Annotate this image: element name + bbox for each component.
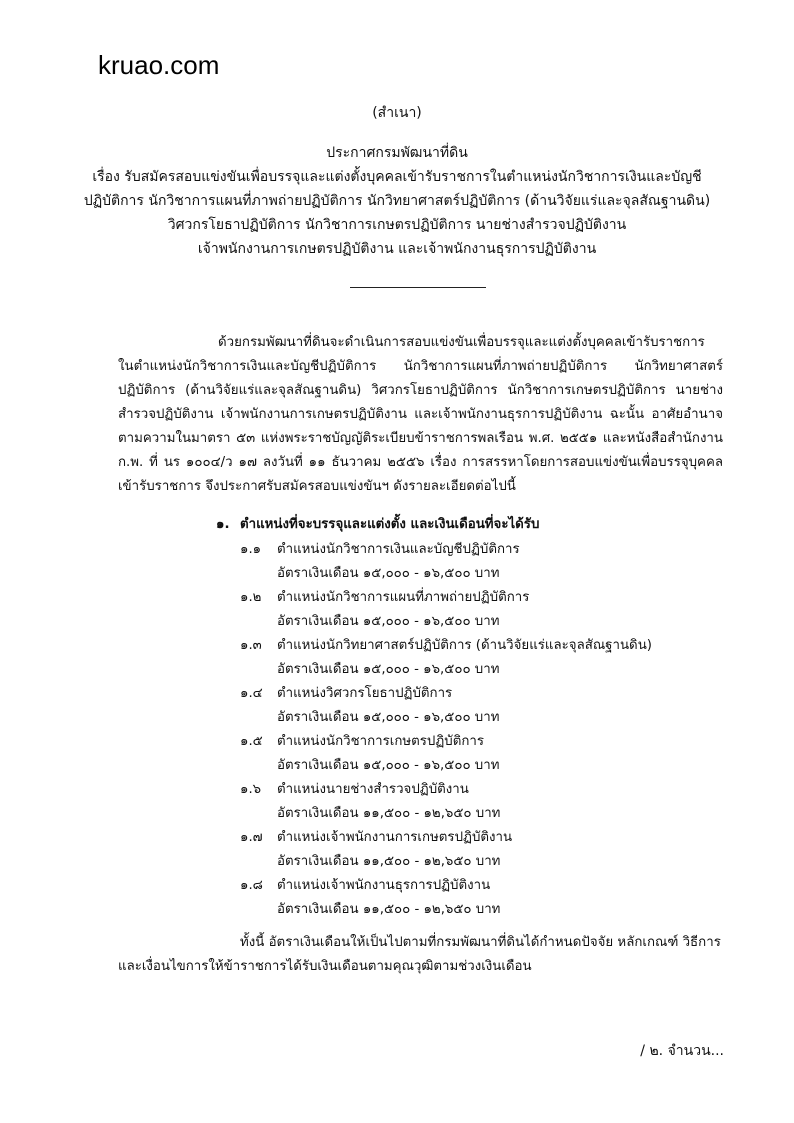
position-salary: อัตราเงินเดือน ๑๕,๐๐๐ - ๑๖,๕๐๐ บาท	[277, 710, 500, 725]
subject-line-4: เจ้าพนักงานการเกษตรปฏิบัติงาน และเจ้าพนักงานธุรการปฏิบัติงาน	[197, 241, 597, 257]
position-title: ตำแหน่งวิศวกรโยธาปฏิบัติการ	[277, 686, 453, 701]
position-salary: อัตราเงินเดือน ๑๕,๐๐๐ - ๑๖,๕๐๐ บาท	[277, 566, 500, 581]
position-title: ตำแหน่งนักวิทยาศาสตร์ปฏิบัติการ (ด้านวิจัยแร่และจุลสัณฐานดิน)	[277, 638, 652, 653]
note-line-1: ทั้งนี้ อัตราเงินเดือนให้เป็นไปตามที่กรมพัฒนาที่ดินได้กำหนดปัจจัย หลักเกณฑ์ วิธีการ	[240, 935, 721, 950]
intro-line-6: ก.พ. ที่ นร ๑๐๐๔/ว ๑๗ ลงวันที่ ๑๑ ธันวาคม ๒๕๕๖ เรื่อง การสรรหาโดยการสอบแข่งขันเพื่อบรรจุบุคคล	[118, 455, 723, 470]
position-salary: อัตราเงินเดือน ๑๑,๕๐๐ - ๑๒,๖๕๐ บาท	[277, 902, 501, 917]
section-title: ตำแหน่งที่จะบรรจุและแต่งตั้ง และเงินเดือนที่จะได้รับ	[240, 517, 540, 532]
position-title: ตำแหน่งเจ้าพนักงานธุรการปฏิบัติงาน	[277, 878, 491, 893]
position-title: ตำแหน่งนายช่างสำรวจปฏิบัติงาน	[277, 782, 469, 797]
position-number: ๑.๕	[240, 734, 263, 749]
position-number: ๑.๗	[240, 830, 263, 845]
page-continuation: / ๒. จำนวน...	[640, 1043, 724, 1059]
position-salary: อัตราเงินเดือน ๑๑,๕๐๐ - ๑๒,๖๕๐ บาท	[277, 854, 501, 869]
intro-line-2: ในตำแหน่งนักวิชาการเงินและบัญชีปฏิบัติการ นักวิชาการแผนที่ภาพถ่ายปฏิบัติการ นักวิทยาศาสตร์	[118, 359, 723, 374]
position-title: ตำแหน่งนักวิชาการเกษตรปฏิบัติการ	[277, 734, 485, 749]
announcement-title: ประกาศกรมพัฒนาที่ดิน	[326, 145, 468, 161]
copy-label: (สำเนา)	[372, 105, 422, 121]
intro-line-3: ปฏิบัติการ (ด้านวิจัยแร่และจุลสัณฐานดิน) วิศวกรโยธาปฏิบัติการ นักวิชาการเกษตรปฏิบัติการ นายช่าง	[118, 383, 723, 398]
position-salary: อัตราเงินเดือน ๑๑,๕๐๐ - ๑๒,๖๕๐ บาท	[277, 806, 501, 821]
intro-line-5: ตามความในมาตรา ๕๓ แห่งพระราชบัญญัติระเบียบข้าราชการพลเรือน พ.ศ. ๒๕๕๑ และหนังสือสำนักงาน	[118, 431, 723, 446]
section-number: ๑.	[216, 517, 230, 532]
position-salary: อัตราเงินเดือน ๑๕,๐๐๐ - ๑๖,๕๐๐ บาท	[277, 662, 500, 677]
position-number: ๑.๑	[240, 542, 262, 557]
position-number: ๑.๘	[240, 878, 263, 893]
intro-line-1: ด้วยกรมพัฒนาที่ดินจะดำเนินการสอบแข่งขันเพื่อบรรจุและแต่งตั้งบุคคลเข้ารับราชการ	[218, 335, 705, 350]
note-line-2: และเงื่อนไขการให้ข้าราชการได้รับเงินเดือนตามคุณวุฒิตามช่วงเงินเดือน	[118, 959, 532, 974]
header-divider	[350, 287, 486, 288]
subject-line-1: เรื่อง รับสมัครสอบแข่งขันเพื่อบรรจุและแต่งตั้งบุคคลเข้ารับราชการในตำแหน่งนักวิชาการเงินและบัญชี	[92, 169, 702, 185]
position-salary: อัตราเงินเดือน ๑๕,๐๐๐ - ๑๖,๕๐๐ บาท	[277, 614, 500, 629]
position-title: ตำแหน่งเจ้าพนักงานการเกษตรปฏิบัติงาน	[277, 830, 513, 845]
position-number: ๑.๓	[240, 638, 262, 653]
position-title: ตำแหน่งนักวิชาการเงินและบัญชีปฏิบัติการ	[277, 542, 520, 557]
intro-line-7: เข้ารับราชการ จึงประกาศรับสมัครสอบแข่งขันฯ ดังรายละเอียดต่อไปนี้	[118, 479, 516, 494]
position-number: ๑.๖	[240, 782, 262, 797]
watermark-text: kruao.com	[98, 50, 220, 80]
position-number: ๑.๒	[240, 590, 262, 605]
position-title: ตำแหน่งนักวิชาการแผนที่ภาพถ่ายปฏิบัติการ	[277, 590, 530, 605]
position-number: ๑.๔	[240, 686, 263, 701]
position-salary: อัตราเงินเดือน ๑๕,๐๐๐ - ๑๖,๕๐๐ บาท	[277, 758, 500, 773]
intro-line-4: สำรวจปฏิบัติงาน เจ้าพนักงานการเกษตรปฏิบัติงาน และเจ้าพนักงานธุรการปฏิบัติงาน ฉะนั้น อาศัยอำนาจ	[118, 407, 723, 422]
subject-line-3: วิศวกรโยธาปฏิบัติการ นักวิชาการเกษตรปฏิบัติการ นายช่างสำรวจปฏิบัติงาน	[167, 217, 627, 233]
subject-line-2: ปฏิบัติการ นักวิชาการแผนที่ภาพถ่ายปฏิบัติการ นักวิทยาศาสตร์ปฏิบัติการ (ด้านวิจัยแร่และจุลสัณฐานดิน)	[83, 193, 711, 209]
